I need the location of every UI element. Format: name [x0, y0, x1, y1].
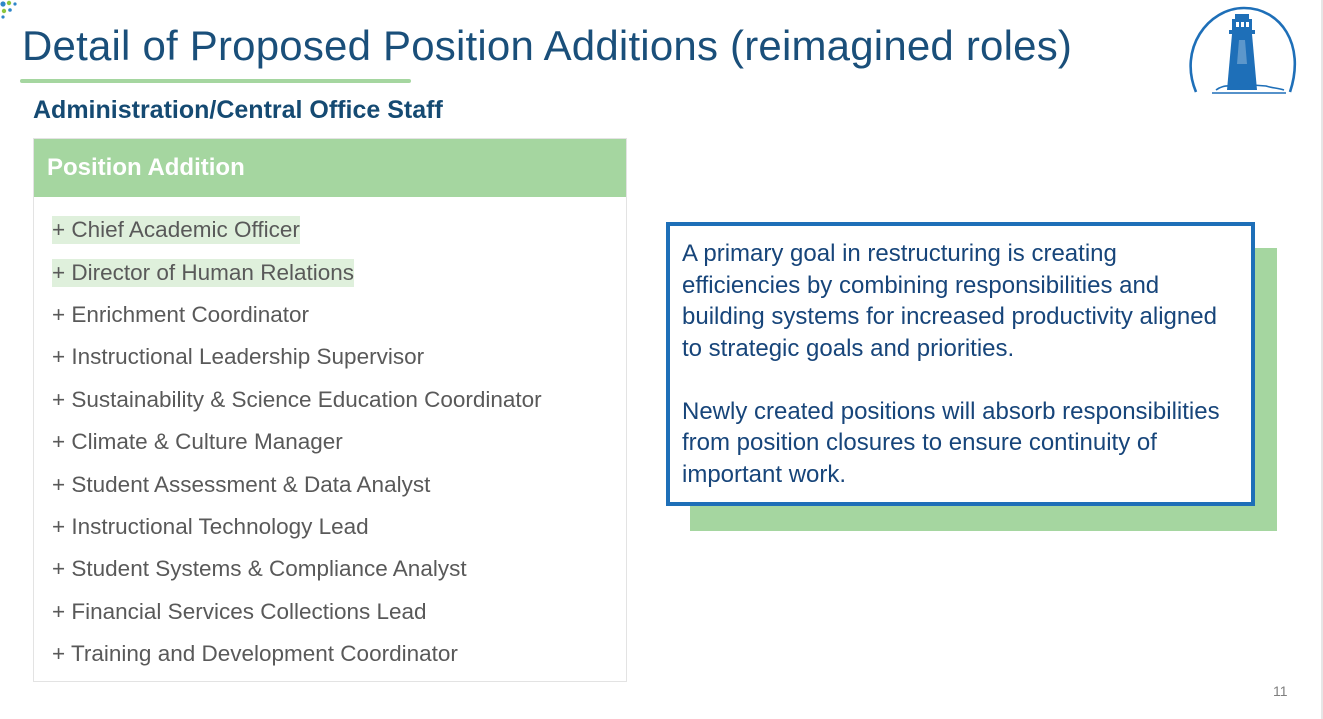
position-label: + Sustainability & Science Education Coordinator [52, 386, 542, 412]
callout-box [666, 222, 1255, 506]
position-item [52, 294, 626, 336]
position-item [52, 591, 626, 633]
position-label: + Instructional Leadership Supervisor [52, 344, 425, 370]
section-subtitle: Administration/Central Office Staff [33, 96, 443, 124]
position-label: + Chief Academic Officer [52, 217, 300, 243]
position-label: + Financial Services Collections Lead [52, 598, 427, 624]
position-item [52, 251, 626, 293]
callout-paragraph-1: A primary goal in restructuring is creating efficiencies by combining responsibilities and building systems for increased productivity aligned to strategic goals and priorities. [682, 240, 1217, 362]
position-item [52, 633, 626, 675]
position-label: + Climate & Culture Manager [52, 429, 343, 455]
page-number: 11 [1273, 683, 1288, 699]
position-item [52, 506, 626, 548]
position-item [52, 336, 626, 378]
position-item [52, 463, 626, 505]
lighthouse-icon [1186, 4, 1298, 96]
table-header: Position Addition [34, 139, 626, 197]
position-label: + Enrichment Coordinator [52, 301, 310, 327]
position-additions-table [33, 138, 627, 682]
position-label: + Instructional Technology Lead [52, 513, 369, 539]
position-list [34, 197, 626, 675]
callout-paragraph-2: Newly created positions will absorb responsibilities from position closures to ensure continuity of important work. [682, 397, 1220, 488]
position-item [52, 421, 626, 463]
position-item [52, 548, 626, 590]
position-label: + Student Assessment & Data Analyst [52, 471, 431, 497]
slide-title: Detail of Proposed Position Additions (reimagined roles) [22, 22, 1073, 69]
position-item [52, 209, 626, 251]
position-label: + Director of Human Relations [52, 259, 355, 285]
position-label: + Training and Development Coordinator [52, 641, 458, 667]
corner-decoration [0, 0, 24, 22]
title-underline [20, 79, 411, 83]
position-item [52, 379, 626, 421]
position-label: + Student Systems & Compliance Analyst [52, 556, 467, 582]
